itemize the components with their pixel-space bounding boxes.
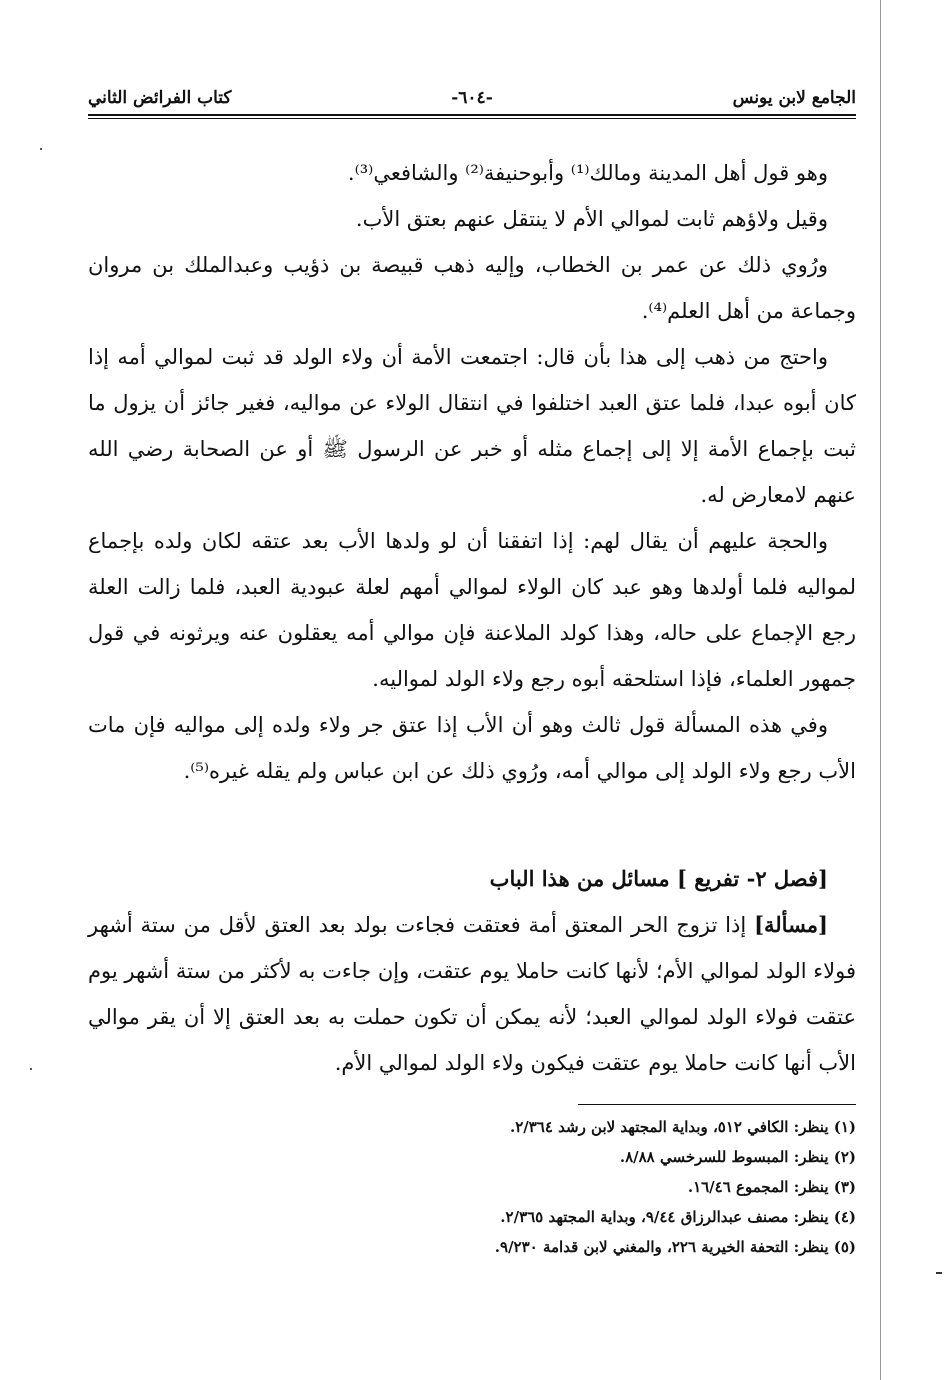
paragraph: وفي هذه المسألة قول ثالث وهو أن الأب إذا عتق جر ولاء ولده إلى مواليه فإن مات الأب رجع ولاء الولد إلى موالي أمه، ورُوي ذلك عن ابن عباس ولم يقله غيره⁽⁵⁾. — [88, 713, 856, 783]
page-number: -٦٠٤- — [451, 88, 493, 108]
masala-text: إذا تزوج الحر المعتق أمة فعتقت فجاءت بولد بعد العتق لأقل من ستة أشهر فولاء الولد لموالي الأم؛ لأنها كانت حاملا يوم عتقت، وإن جاءت به لأكثر من ستة أشهر يوم عتقت فولاء الولد لموالي العبد؛ لأنه يمكن أن تكون حملت به بعد العتق إلا أن يقر موالي الأب أنها كانت حاملا يوم عتقت فيكون ولاء الولد لموالي الأم. — [88, 913, 856, 1075]
section-heading: [فصل ٢- تفريع ] مسائل من هذا الباب — [489, 866, 828, 891]
paragraph: ورُوي ذلك عن عمر بن الخطاب، وإليه ذهب قبيصة بن ذؤيب وعبدالملك بن مروان وجماعة من أهل العلم⁽⁴⁾. — [88, 253, 856, 323]
scan-speck — [30, 1068, 32, 1070]
main-text — [88, 150, 856, 794]
header-book-title: الجامع لابن يونس — [732, 88, 856, 108]
header-chapter-title: كتاب الفرائض الثاني — [88, 88, 232, 108]
footnote: (٣) ينظر: المجموع ١٦/٤٦. — [687, 1178, 856, 1196]
header-rule — [88, 114, 856, 119]
footnote: (٤) ينظر: مصنف عبدالرزاق ٩/٤٤، وبداية المجتهد ٢/٣٦٥. — [500, 1208, 856, 1226]
masala-paragraph — [88, 902, 856, 1086]
page-scan-edge-line — [880, 0, 881, 1380]
scan-speck — [936, 1272, 942, 1274]
paragraph: وهو قول أهل المدينة ومالك⁽¹⁾ وأبوحنيفة⁽²⁾ والشافعي⁽³⁾. — [347, 161, 828, 185]
section-block — [88, 856, 856, 1086]
scan-speck — [40, 148, 42, 150]
footnote: (١) ينظر: الكافي ٥١٢، وبداية المجتهد لابن رشد ٢/٣٦٤. — [509, 1118, 856, 1136]
running-header — [88, 86, 856, 116]
paragraph: وقيل ولاؤهم ثابت لموالي الأم لا ينتقل عنهم بعتق الأب. — [355, 207, 828, 231]
footnote-separator — [578, 1104, 856, 1105]
footnote: (٥) ينظر: التحفة الخيرية ٢٢٦، والمغني لابن قدامة ٩/٢٣٠. — [494, 1238, 856, 1256]
paragraph: والحجة عليهم أن يقال لهم: إذا اتفقنا أن لو ولدها الأب بعد عتقه لكان ولده بإجماع لمواليه فلما أولدها وهو عبد كان الولاء لموالي أمهم لعلة عبودية العبد، فلما زالت العلة رجع الإجماع على حاله، وهذا كولد الملاعنة فإن موالي أمه يعقلون عنه ويرثونه في قول جمهور العلماء، فإذا استلحقه أبوه رجع ولاء الولد لمواليه. — [88, 529, 856, 691]
paragraph: واحتج من ذهب إلى هذا بأن قال: اجتمعت الأمة أن ولاء الولد قد ثبت لموالي أمه إذا كان أبوه عبدا، فلما عتق العبد اختلفوا في انتقال الولاء عن مواليه، فغير جائز أن يزول ما ثبت بإجماع الأمة إلا إلى إجماع مثله أو خبر عن الرسول ﷺ أو عن الصحابة رضي الله عنهم لامعارض له. — [88, 345, 856, 507]
masala-label: [مسألة] — [754, 912, 828, 937]
footnotes — [300, 1112, 856, 1262]
footnote: (٢) ينظر: المبسوط للسرخسي ٨/٨٨. — [619, 1148, 856, 1166]
